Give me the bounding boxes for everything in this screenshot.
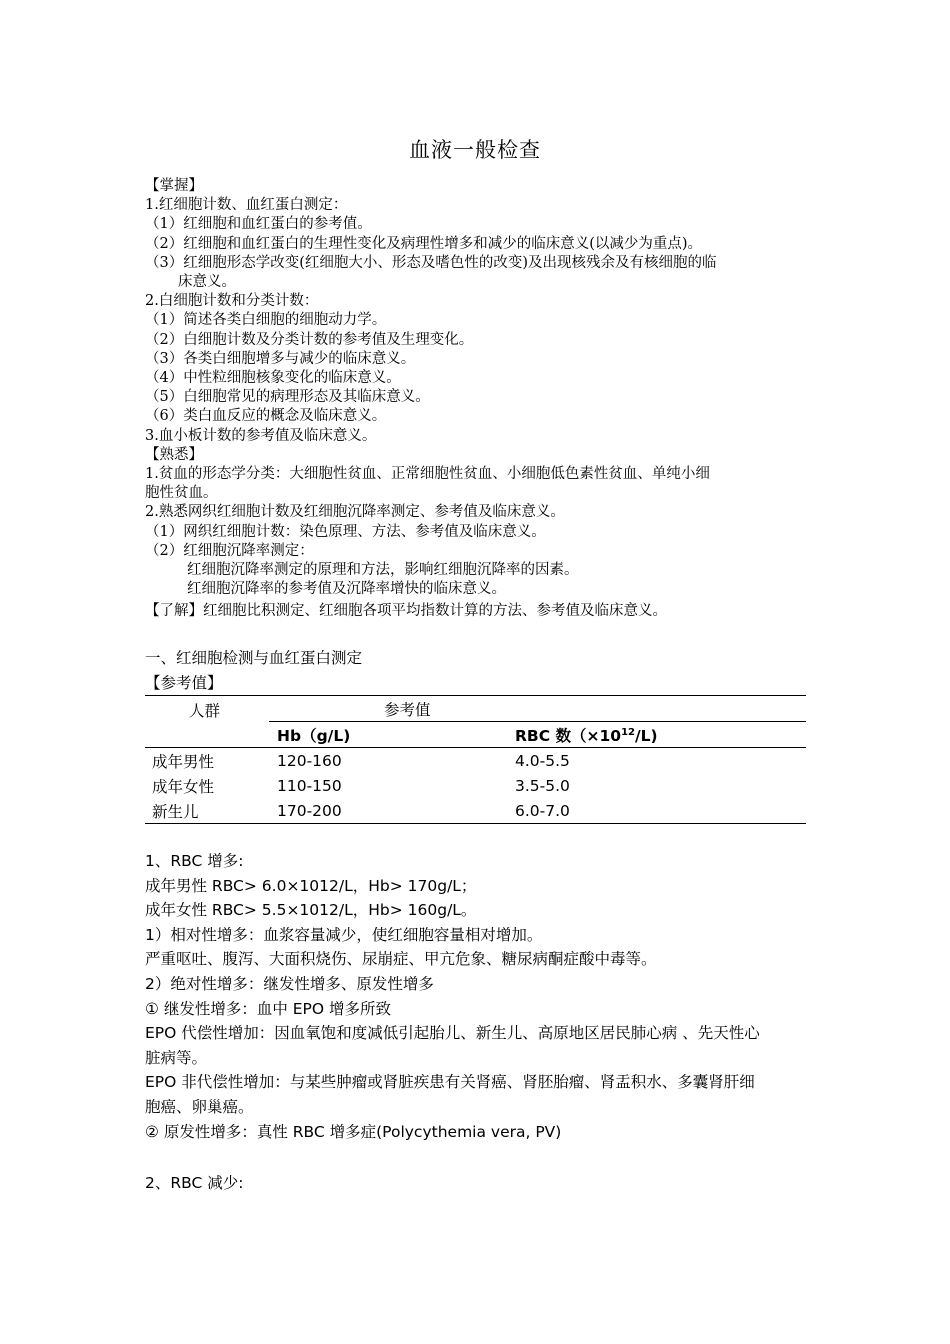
row-group: 新生儿 xyxy=(145,798,269,824)
row-group: 成年男性 xyxy=(152,752,215,771)
master-item-2-2: （2）白细胞计数及分类计数的参考值及生理变化。 xyxy=(145,331,474,348)
header-hb: Hb（g/L) xyxy=(269,722,515,748)
header-reference: 参考值 xyxy=(269,696,806,722)
header-rbc xyxy=(515,722,806,748)
header-group: 人群 xyxy=(145,696,269,748)
familiar-item-2-2-a: 红细胞沉降率测定的原理和方法，影响红细胞沉降率的因素。 xyxy=(187,562,579,579)
rbc-decrease-heading: 2、RBC 减少: xyxy=(145,1174,244,1192)
epo-compensatory-cont: 脏病等。 xyxy=(145,1048,208,1067)
section-1-header xyxy=(145,646,810,695)
familiar-item-1-cont: 胞性贫血。 xyxy=(145,485,218,502)
rbc-decrease-section xyxy=(145,1171,810,1196)
familiar-item-2: 2.熟悉网织红细胞计数及红细胞沉降率测定、参考值及临床意义。 xyxy=(145,504,565,521)
reference-label: 【参考值】 xyxy=(145,673,223,692)
master-item-2-6: （6）类白血反应的概念及临床意义。 xyxy=(145,408,387,425)
header-rbc-tail: /L) xyxy=(635,726,658,745)
absolute-increase: 2）绝对性增多：继发性增多、原发性增多 xyxy=(145,974,434,993)
understand-line: 【了解】红细胞比积测定、红细胞各项平均指数计算的方法、参考值及临床意义。 xyxy=(145,603,667,620)
row-hb: 120-160 xyxy=(277,751,342,770)
row-hb: 110-150 xyxy=(277,776,342,795)
section-1-heading: 一、红细胞检测与血红蛋白测定 xyxy=(145,649,363,667)
familiar-item-2-1: （1）网织红细胞计数：染色原理、方法、参考值及临床意义。 xyxy=(145,523,546,540)
row-group: 成年女性 xyxy=(152,777,215,796)
master-heading: 【掌握】 xyxy=(145,178,203,194)
epo-noncompensatory: EPO 非代偿性增加：与某些肿瘤或肾脏疾患有关肾癌、肾胚胎瘤、肾盂积水、多囊肾肝细 xyxy=(145,1073,755,1092)
master-item-2-1: （1）简述各类白细胞的细胞动力学。 xyxy=(145,312,387,329)
rbc-increase-section xyxy=(145,849,810,1144)
epo-compensatory: EPO 代偿性增加：因血氧饱和度减低引起胎儿、新生儿、高原地区居民肺心病 、先天性心 xyxy=(145,1024,760,1043)
reference-table xyxy=(145,695,806,824)
master-item-1-3-cont: 床意义。 xyxy=(178,274,236,291)
table-row xyxy=(145,773,806,798)
master-item-1-1: （1）红细胞和血红蛋白的参考值。 xyxy=(145,216,372,233)
relative-increase: 1）相对性增多：血浆容量减少，使红细胞容量相对增加。 xyxy=(145,925,543,944)
rbc-increase-heading: 1、RBC 增多: xyxy=(145,852,244,870)
secondary-increase: ① 继发性增多：血中 EPO 增多所致 xyxy=(145,999,392,1018)
syllabus-block xyxy=(145,177,810,622)
rbc-increase-female: 成年女性 RBC> 5.5×1012/L，Hb> 160g/L。 xyxy=(145,901,477,920)
rbc-increase-male: 成年男性 RBC> 6.0×1012/L，Hb> 170g/L； xyxy=(145,876,477,895)
master-item-2: 2.白细胞计数和分类计数： xyxy=(145,293,319,310)
master-item-1: 1.红细胞计数、血红蛋白测定： xyxy=(145,197,348,214)
familiar-heading: 【熟悉】 xyxy=(145,446,203,463)
familiar-item-2-2-b: 红细胞沉降率的参考值及沉降率增快的临床意义。 xyxy=(187,581,506,598)
master-item-1-3: （3）红细胞形态学改变(红细胞大小、形态及嗜色性的改变)及出现核残余及有核细胞的临 xyxy=(145,254,717,271)
document-title: 血液一般检查 xyxy=(409,138,541,162)
familiar-item-2-2: （2）红细胞沉降率测定： xyxy=(145,542,314,559)
master-item-2-4: （4）中性粒细胞核象变化的临床意义。 xyxy=(145,370,401,387)
familiar-item-1: 1.贫血的形态学分类：大细胞性贫血、正常细胞性贫血、小细胞低色素性贫血、单纯小细 xyxy=(145,466,710,483)
table-row xyxy=(145,748,806,774)
master-item-3: 3.血小板计数的参考值及临床意义。 xyxy=(145,427,377,444)
table-row xyxy=(145,798,806,824)
relative-causes: 严重呕吐、腹泻、大面积烧伤、尿崩症、甲亢危象、糖尿病酮症酸中毒等。 xyxy=(145,950,657,969)
row-rbc: 4.0-5.5 xyxy=(515,751,570,770)
master-item-2-3: （3）各类白细胞增多与减少的临床意义。 xyxy=(145,350,416,367)
epo-noncompensatory-cont: 胞癌、卵巢癌。 xyxy=(145,1097,254,1116)
row-hb: 170-200 xyxy=(269,798,515,824)
header-rbc-exp: 12 xyxy=(621,726,636,738)
master-item-1-2: （2）红细胞和血红蛋白的生理性变化及病理性增多和减少的临床意义(以减少为重点)。 xyxy=(145,235,703,252)
row-rbc: 3.5-5.0 xyxy=(515,776,570,795)
master-item-2-5: （5）白细胞常见的病理形态及其临床意义。 xyxy=(145,389,430,406)
header-rbc-text: RBC 数（×10 xyxy=(515,726,622,745)
primary-increase: ② 原发性增多：真性 RBC 增多症(Polycythemia vera, PV) xyxy=(145,1122,562,1141)
row-rbc: 6.0-7.0 xyxy=(515,798,806,824)
